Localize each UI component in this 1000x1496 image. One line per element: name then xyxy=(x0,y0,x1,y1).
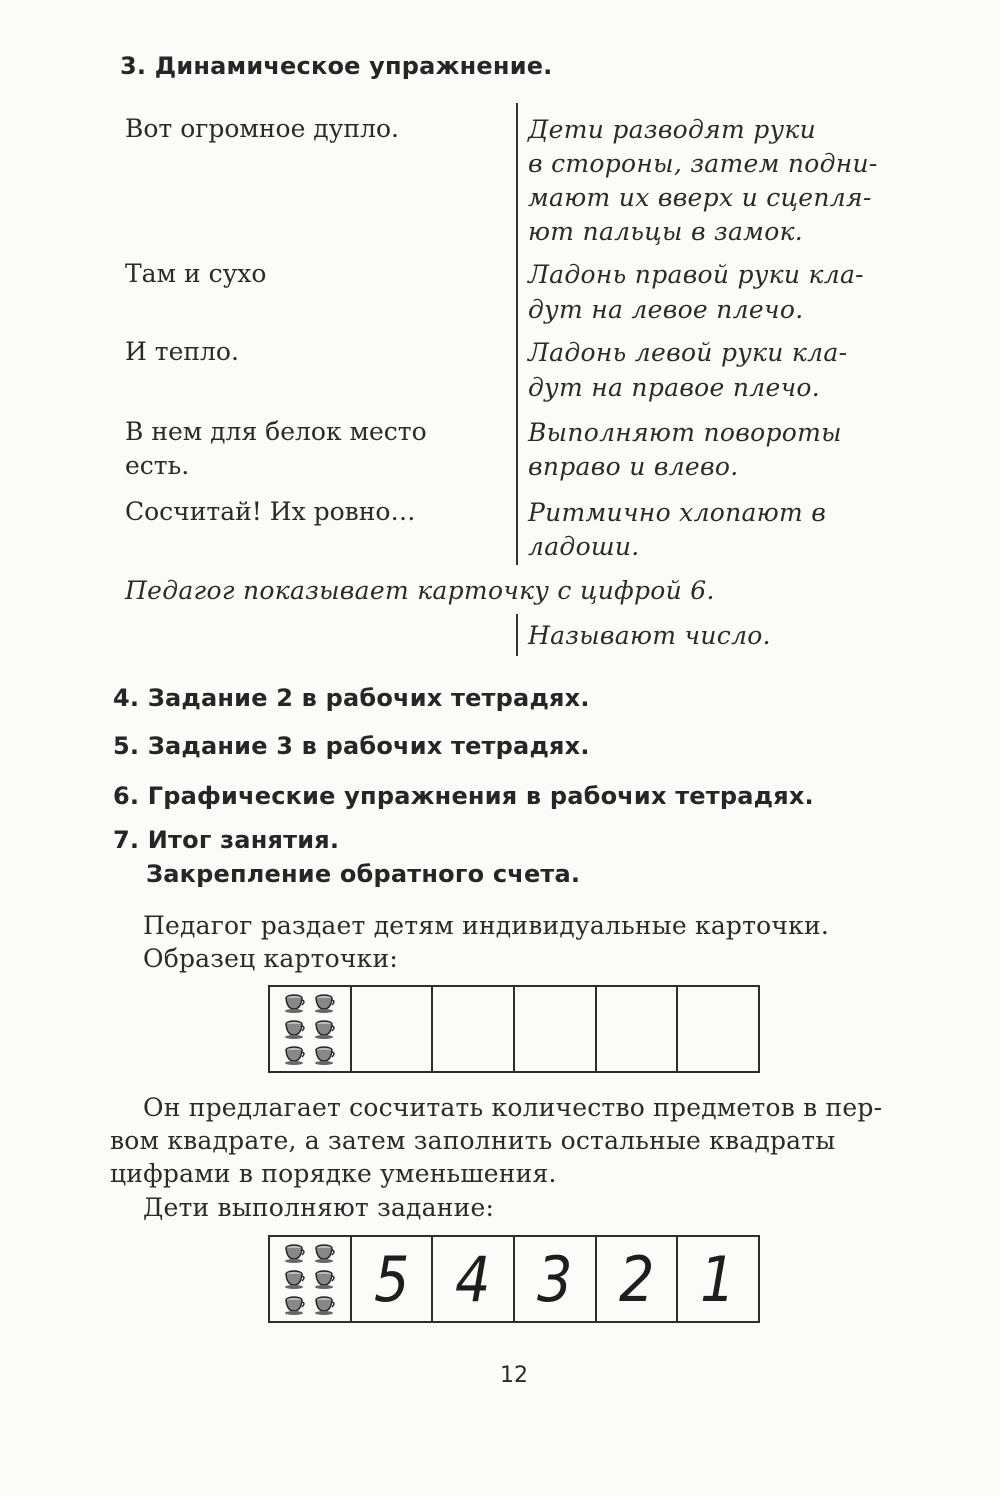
action-line: Ладонь правой руки кла- xyxy=(528,260,864,289)
section-7-subheading: Закрепление обратного счета. xyxy=(146,860,581,888)
paragraph-line: Дети выполняют задание: xyxy=(143,1193,495,1222)
card-digit-cell xyxy=(350,1237,432,1321)
card-empty-cell xyxy=(513,987,595,1071)
verse-line: Вот огромное дупло. xyxy=(125,114,399,143)
cup-icon xyxy=(284,1018,306,1040)
verse-line: Сосчитай! Их ровно… xyxy=(125,497,416,526)
handwritten-digit: 3 xyxy=(537,1242,573,1316)
paragraph-line: Он предлагает сосчитать количество предметов в пер- xyxy=(143,1093,883,1122)
paragraph-line: вом квадрате, а затем заполнить остальные квадраты xyxy=(110,1126,836,1155)
verse-line: Там и сухо xyxy=(125,259,267,288)
cup-icon xyxy=(314,1242,336,1264)
action-line: мают их вверх и сцепля- xyxy=(528,183,872,212)
cup-icon xyxy=(314,992,336,1014)
action-line: Ритмично хлопают в xyxy=(528,498,827,527)
sample-card xyxy=(268,985,760,1073)
card-empty-cell xyxy=(595,987,677,1071)
card-digit-cell xyxy=(676,1237,758,1321)
column-divider-short xyxy=(516,614,518,656)
action-line: Выполняют повороты xyxy=(528,418,842,447)
cup-icon xyxy=(284,1294,306,1316)
cups-group xyxy=(284,992,336,1066)
cup-icon xyxy=(284,992,306,1014)
action-line: дут на левое плечо. xyxy=(528,295,804,324)
handwritten-digit: 5 xyxy=(373,1242,410,1316)
action-line: ладоши. xyxy=(528,532,640,561)
paragraph-line: цифрами в порядке уменьшения. xyxy=(110,1159,557,1188)
cup-icon xyxy=(314,1268,336,1290)
action-line: ют пальцы в замок. xyxy=(528,217,804,246)
card-digit-cell xyxy=(595,1237,677,1321)
card-digit-cell xyxy=(513,1237,595,1321)
paragraph-line: Образец карточки: xyxy=(143,944,398,973)
action-line: дут на правое плечо. xyxy=(528,373,821,402)
card-empty-cell xyxy=(431,987,513,1071)
card-digit-cell xyxy=(431,1237,513,1321)
card-empty-cell xyxy=(350,987,432,1071)
cup-icon xyxy=(314,1294,336,1316)
final-action: Называют число. xyxy=(528,621,771,650)
section-7-heading: 7. Итог занятия. xyxy=(113,826,340,854)
verse-line: есть. xyxy=(125,451,190,480)
cup-icon xyxy=(314,1018,336,1040)
cups-group xyxy=(284,1242,336,1316)
card-first-cell xyxy=(270,1237,350,1321)
column-divider xyxy=(516,103,518,565)
page-number: 12 xyxy=(500,1363,528,1388)
handwritten-digit: 1 xyxy=(700,1242,736,1316)
cup-icon xyxy=(284,1044,306,1066)
card-first-cell xyxy=(270,987,350,1071)
paragraph-line: Педагог раздает детям индивидуальные карточки. xyxy=(143,911,829,940)
action-line: в стороны, затем подни- xyxy=(528,149,878,178)
verse-line: В нем для белок место xyxy=(125,417,427,446)
card-empty-cell xyxy=(676,987,758,1071)
filled-card xyxy=(268,1235,760,1323)
section-3-heading: 3. Динамическое упражнение. xyxy=(120,52,553,80)
section-5-heading: 5. Задание 3 в рабочих тетрадях. xyxy=(113,732,590,760)
teacher-note: Педагог показывает карточку с цифрой 6. xyxy=(125,576,715,605)
action-line: Дети разводят руки xyxy=(528,115,817,144)
action-line: вправо и влево. xyxy=(528,452,739,481)
cup-icon xyxy=(314,1044,336,1066)
handwritten-digit: 4 xyxy=(455,1242,491,1316)
verse-line: И тепло. xyxy=(125,337,239,366)
cup-icon xyxy=(284,1268,306,1290)
handwritten-digit: 2 xyxy=(618,1242,655,1316)
section-4-heading: 4. Задание 2 в рабочих тетрадях. xyxy=(113,684,590,712)
section-6-heading: 6. Графические упражнения в рабочих тетрадях. xyxy=(113,782,814,810)
action-line: Ладонь левой руки кла- xyxy=(528,338,848,367)
cup-icon xyxy=(284,1242,306,1264)
